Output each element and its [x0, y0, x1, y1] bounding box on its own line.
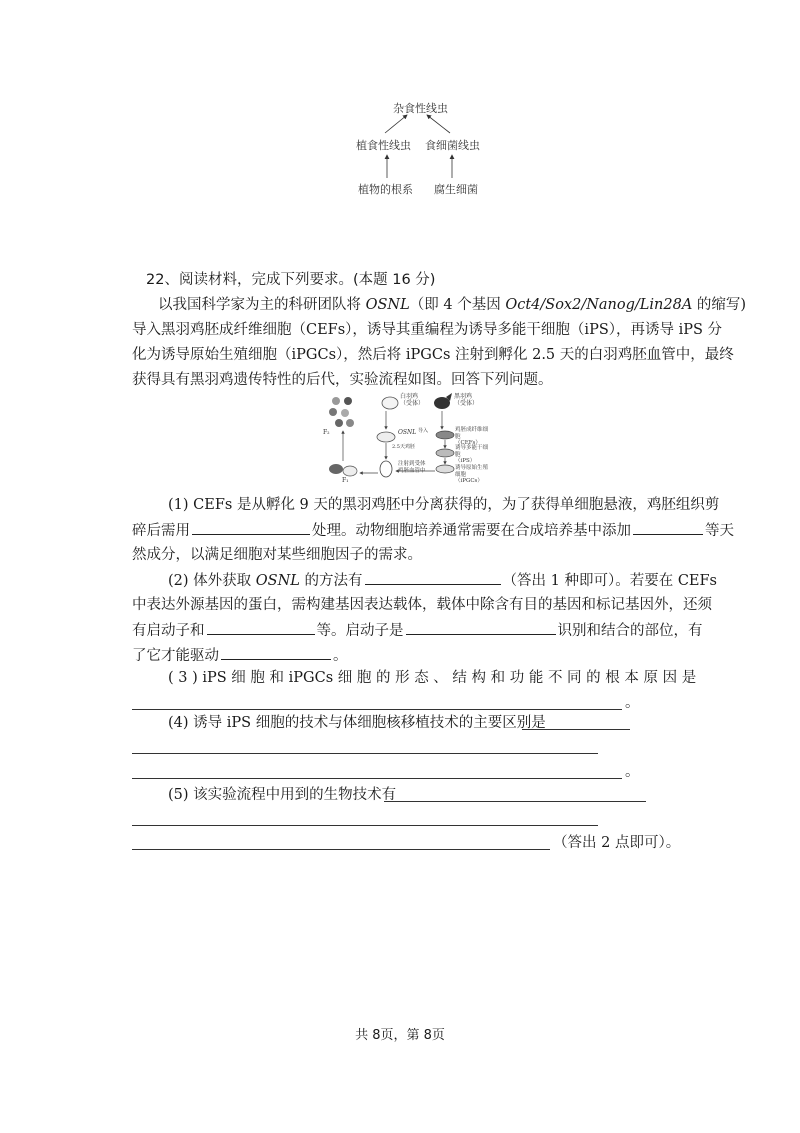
q2-text: (2) 体外获取 — [168, 573, 256, 589]
q2-blank-1[interactable] — [365, 570, 501, 585]
food-web-bottom-left: 植物的根系 — [358, 183, 413, 196]
q2-line-2: 中表达外源基因的蛋白，需构建基因表达载体，载体中除含有目的基因和标记基因外，还须 — [132, 597, 712, 613]
black-rooster-text: 黑羽鸡 — [454, 393, 473, 400]
osnl-term: OSNL — [255, 573, 300, 589]
food-web-top: 杂食性线虫 — [393, 102, 448, 115]
black-rooster-role: （受体） — [454, 400, 479, 407]
q5-answer-line-2[interactable] — [132, 825, 598, 826]
f2-label: F₂ — [323, 429, 330, 436]
food-web-mid-left: 植食性线虫 — [356, 139, 411, 152]
q2-text: 的方法有 — [299, 573, 363, 589]
ipgc-label — [455, 465, 490, 485]
q3-line-1: ( 3 ) iPS 细 胞 和 iPGCs 细 胞 的 形 态 、 结 构 和 功 能 不 同 的 根 本 原 因 是 — [168, 670, 697, 686]
q2-line-3 — [132, 620, 703, 641]
embryo-label: 2.5天鸡胚 — [392, 444, 415, 450]
q3-end: 。 — [625, 695, 640, 711]
q1-blank-1[interactable] — [192, 520, 310, 535]
f1-label: F₁ — [342, 477, 349, 484]
white-hen-label — [400, 393, 424, 407]
intro-text: （即 4 个基因 — [409, 297, 506, 313]
intro-line-2: 导入黑羽鸡胚成纤维细胞（CEFs），诱导其重编程为诱导多能干细胞（iPS），再诱导 iPS 分 — [132, 322, 723, 338]
q2-text: 识别和结合的部位，有 — [557, 623, 703, 639]
q2-text: 有启动子和 — [132, 623, 205, 639]
q1-line-1: (1) CEFs 是从孵化 9 天的黑羽鸡胚中分离获得的，为了获得单细胞悬液，鸡胚组织剪 — [168, 497, 720, 513]
cef-label — [455, 427, 490, 447]
food-web-arrows — [330, 95, 490, 195]
ipgc-text: 诱导原始生殖细胞 — [455, 465, 489, 478]
intro-text: 以我国科学家为主的科研团队将 — [158, 297, 366, 313]
q3-answer-line[interactable] — [132, 709, 622, 710]
q1-text: 等天 — [705, 523, 734, 539]
q4-line-1: (4) 诱导 iPS 细胞的技术与体细胞核移植技术的主要区别是 — [168, 715, 546, 731]
q4-answer-line-3[interactable] — [132, 778, 622, 779]
gene-names: Oct4/Sox2/Nanog/Lin28A — [505, 297, 693, 313]
cef-abbr: （CEFs） — [455, 440, 481, 446]
q1-text: 碎后需用 — [132, 523, 190, 539]
q4-end: 。 — [625, 764, 640, 780]
q2-blank-2[interactable] — [207, 620, 315, 635]
q1-line-3: 然成分，以满足细胞对某些细胞因子的需求。 — [132, 547, 422, 563]
q2-text: 。 — [333, 648, 348, 664]
food-web-mid-right: 食细菌线虫 — [425, 139, 480, 152]
osnl-label: OSNL — [398, 429, 417, 436]
q2-line-1 — [168, 570, 717, 591]
q2-blank-3[interactable] — [406, 620, 556, 635]
ipgc-abbr: （iPGCs） — [455, 478, 483, 484]
q2-line-4 — [132, 645, 348, 666]
q5-end: （答出 2 点即可）。 — [553, 835, 681, 851]
page-footer: 共 8页，第 8页 — [355, 1028, 445, 1043]
inject-text: 注射到受体 — [398, 461, 426, 467]
ips-label — [455, 445, 490, 465]
q2-text: 了它才能驱动 — [132, 648, 219, 664]
q4-answer-line-2[interactable] — [132, 753, 598, 754]
white-hen-role: （受体） — [400, 400, 425, 407]
inject-label — [398, 461, 426, 474]
q4-answer-line-1[interactable] — [522, 729, 630, 730]
q1-text: 处理。动物细胞培养通常需要在合成培养基中添加 — [312, 523, 631, 539]
ips-abbr: （iPS） — [455, 458, 476, 464]
cef-text: 鸡胚成纤维细胞 — [455, 427, 489, 440]
import-label: 导入 — [418, 428, 429, 434]
intro-line-1 — [158, 295, 746, 315]
intro-line-3: 化为诱导原始生殖细胞（iPGCs），然后将 iPGCs 注射到孵化 2.5 天的白羽鸡胚血管中，最终 — [132, 347, 734, 363]
q1-line-2 — [132, 520, 734, 541]
osnl-term: OSNL — [365, 297, 410, 313]
experiment-flow-diagram — [320, 393, 490, 488]
black-rooster-label — [454, 393, 478, 407]
q1-blank-2[interactable] — [633, 520, 703, 535]
intro-text: 的缩写) — [692, 297, 747, 313]
question-title: 22、阅读材料，完成下列要求。(本题 16 分) — [146, 272, 436, 288]
q5-line-1: (5) 该实验流程中用到的生物技术有 — [168, 787, 397, 803]
q2-text: （答出 1 种即可）。若要在 CEFs — [502, 573, 717, 589]
food-web-bottom-right: 腐生细菌 — [434, 183, 478, 196]
q2-text: 等。启动子是 — [316, 623, 404, 639]
intro-line-4: 获得具有黑羽鸡遗传特性的后代，实验流程如图。回答下列问题。 — [132, 372, 553, 388]
q5-answer-line-1[interactable] — [384, 801, 646, 802]
q5-answer-line-3[interactable] — [132, 849, 550, 850]
ips-text: 诱导多能干细胞 — [455, 445, 489, 458]
q2-blank-4[interactable] — [221, 645, 331, 660]
white-hen-text: 白羽鸡 — [400, 393, 419, 400]
inject-text-2: 鸡胚血管中 — [398, 467, 426, 474]
